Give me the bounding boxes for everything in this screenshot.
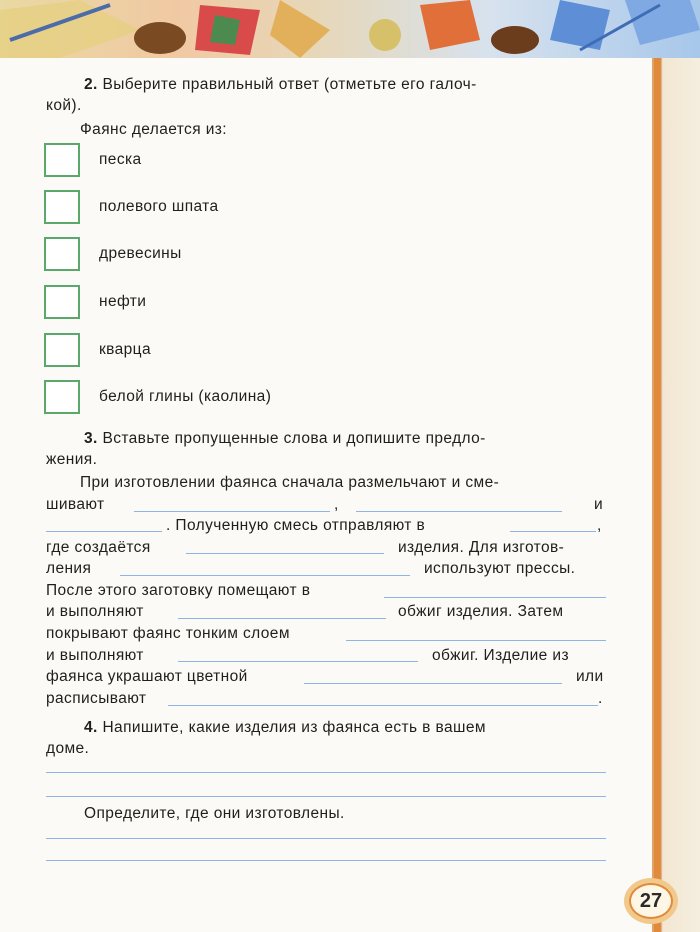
fill-blank-8[interactable] (178, 618, 386, 619)
task3-line9-start: и выполняют (46, 647, 144, 664)
task3-line8: покрывают фаянс тонким слоем (46, 625, 290, 642)
option-label-wood: древесины (99, 245, 182, 262)
option-label-quartz: кварца (99, 341, 151, 358)
task4-heading-line2: доме. (46, 740, 90, 757)
task3-line11-period: . (598, 690, 603, 707)
task2-heading-line2: кой). (46, 97, 82, 114)
option-label-feldspar: полевого шпата (99, 198, 219, 215)
task3-line4-start: где создаётся (46, 539, 151, 556)
option-checkbox-oil[interactable] (44, 285, 80, 319)
task3-line9-end: обжиг. Изделие из (432, 647, 569, 664)
task4-question-2: Определите, где они изготовлены. (84, 805, 345, 822)
task3-instruction: Вставьте пропущенные слова и допишите предло- (102, 430, 486, 447)
fill-blank-1[interactable] (134, 511, 330, 512)
task3-line1: При изготовлении фаянса сначала размельчают и сме- (80, 474, 500, 491)
page-number: 27 (629, 883, 673, 919)
task3-heading-line2: жения. (46, 451, 98, 468)
task3-line2-and: и (594, 496, 604, 513)
task3-line2-comma: , (334, 496, 339, 513)
task2-question: Фаянс делается из: (80, 121, 227, 138)
task3-line2-start: шивают (46, 496, 105, 513)
task3-line3-text: . Полученную смесь отправляют в (166, 517, 426, 534)
task3-line7-start: и выполняют (46, 603, 144, 620)
option-checkbox-feldspar[interactable] (44, 190, 80, 224)
fill-blank-11[interactable] (304, 683, 562, 684)
task3-number: 3. (84, 430, 98, 447)
fill-blank-2[interactable] (356, 511, 562, 512)
task3-line5-end: используют прессы. (424, 560, 576, 577)
task3-line11-start: расписывают (46, 690, 147, 707)
task3-line5-start: ления (46, 560, 92, 577)
page-number-badge (624, 878, 678, 924)
task4-instruction: Напишите, какие изделия из фаянса есть в вашем (102, 719, 486, 736)
page-side-line (654, 58, 660, 932)
option-checkbox-quartz[interactable] (44, 333, 80, 367)
fill-blank-6[interactable] (120, 575, 410, 576)
craft-tools-illustration (0, 0, 700, 58)
option-label-kaolin: белой глины (каолина) (99, 388, 272, 405)
fill-blank-4[interactable] (510, 531, 596, 532)
task3-line6: После этого заготовку помещают в (46, 582, 311, 599)
task3-heading-line1 (84, 428, 486, 449)
fill-blank-3[interactable] (46, 531, 162, 532)
task2-instruction: Выберите правильный ответ (отметьте его галоч- (102, 76, 477, 93)
fill-blank-9[interactable] (346, 640, 606, 641)
fill-blank-10[interactable] (178, 661, 418, 662)
task3-line10-end: или (576, 668, 604, 685)
option-label-oil: нефти (99, 293, 147, 310)
task2-number: 2. (84, 76, 98, 93)
task3-line4-end: изделия. Для изготов- (398, 539, 565, 556)
task4-heading-line1 (84, 717, 486, 738)
answer-line-3[interactable] (46, 838, 606, 839)
fill-blank-12[interactable] (168, 705, 598, 706)
top-banner-illustration (0, 0, 700, 58)
option-checkbox-wood[interactable] (44, 237, 80, 271)
answer-line-2[interactable] (46, 796, 606, 797)
answer-line-4[interactable] (46, 860, 606, 861)
fill-blank-7[interactable] (384, 597, 606, 598)
task3-line10-start: фаянса украшают цветной (46, 668, 248, 685)
task2-heading-line1 (84, 74, 477, 95)
option-label-sand: песка (99, 151, 142, 168)
task3-line7-end: обжиг изделия. Затем (398, 603, 564, 620)
option-checkbox-sand[interactable] (44, 143, 80, 177)
task4-number: 4. (84, 719, 98, 736)
answer-line-1[interactable] (46, 772, 606, 773)
option-checkbox-kaolin[interactable] (44, 380, 80, 414)
task3-line3-comma: , (597, 517, 602, 534)
fill-blank-5[interactable] (186, 553, 384, 554)
